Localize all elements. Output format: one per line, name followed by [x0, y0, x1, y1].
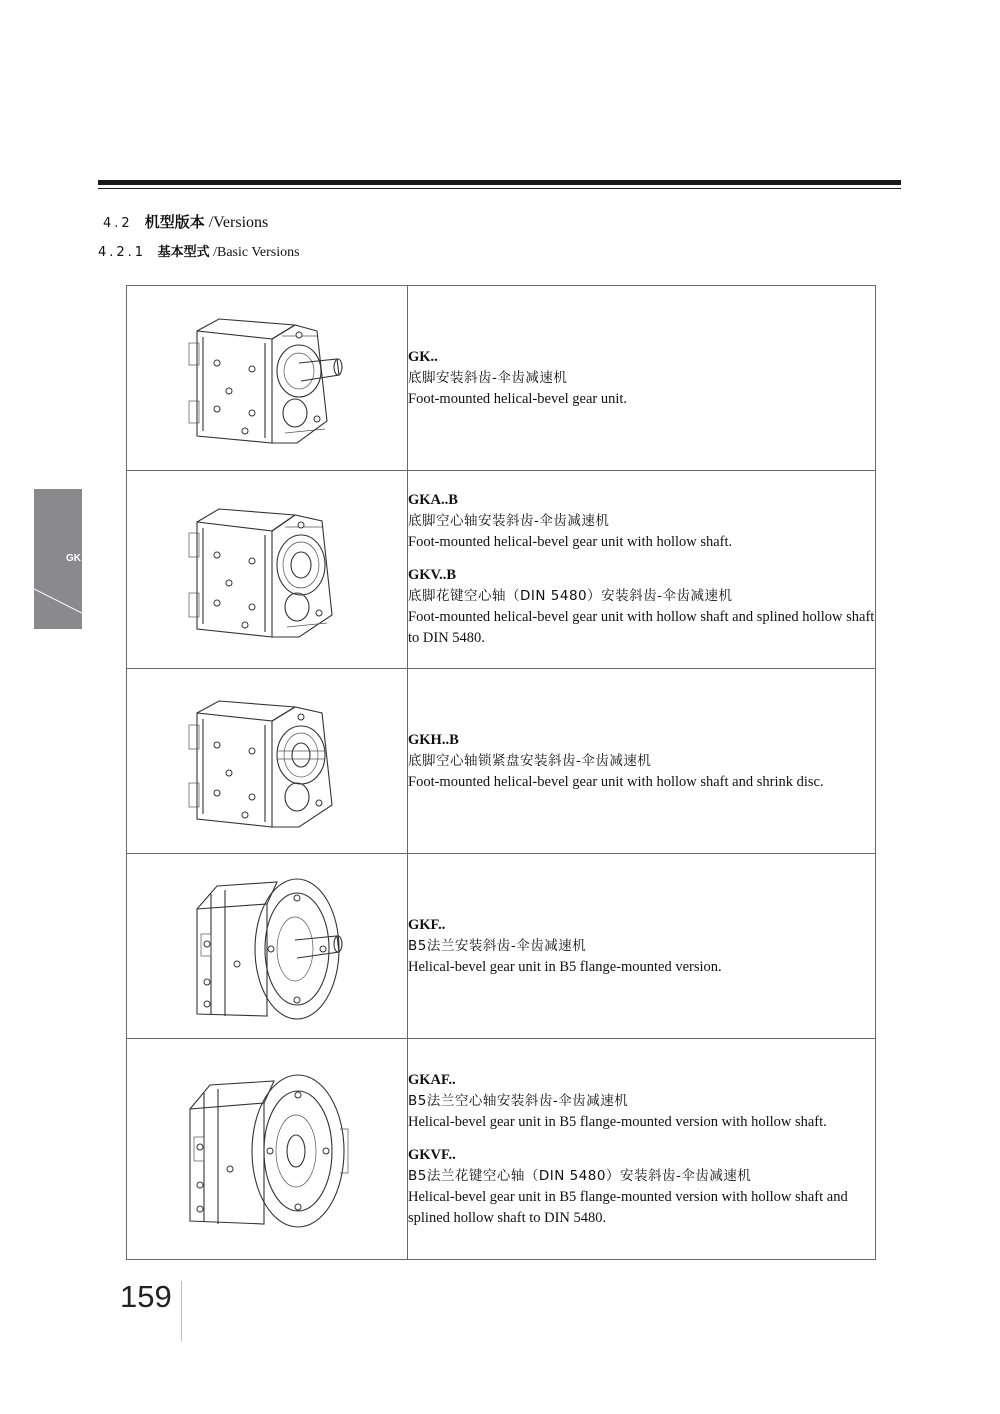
version-entry [408, 490, 875, 553]
flange-mounted-hollow-shaft-gearbox-drawing [172, 1059, 362, 1234]
description-cell [408, 669, 876, 854]
version-entry [408, 347, 875, 410]
description-zh: B5法兰安装斜齿-伞齿减速机 [408, 937, 587, 954]
model-code: GK.. [408, 348, 438, 365]
chapter-side-tab [34, 489, 82, 629]
table-row [127, 471, 876, 669]
version-entry [408, 915, 875, 978]
illustration-cell [127, 471, 408, 669]
section-title-zh: 机型版本 [144, 213, 205, 231]
section-title-en: /Versions [208, 214, 269, 231]
description-cell [408, 854, 876, 1039]
illustration-cell [127, 669, 408, 854]
foot-mounted-shrink-disc-gearbox-drawing [177, 681, 357, 836]
model-code: GKF.. [408, 916, 446, 933]
illustration-cell [127, 854, 408, 1039]
description-zh: 底脚空心轴锁紧盘安装斜齿-伞齿减速机 [408, 752, 652, 769]
description-en: Helical-bevel gear unit in B5 flange-mounted version. [408, 958, 722, 975]
section-number: 4.2 [103, 216, 133, 231]
side-tab-label: GK [66, 553, 81, 564]
page-number: 159 [120, 1279, 172, 1314]
version-entry [408, 565, 875, 649]
model-code: GKVF.. [408, 1146, 456, 1163]
description-zh: 底脚花键空心轴（DIN 5480）安装斜齿-伞齿减速机 [408, 588, 733, 604]
subsection-heading [98, 241, 300, 261]
foot-mounted-gearbox-drawing [177, 301, 357, 451]
table-row [127, 1039, 876, 1260]
description-en: Foot-mounted helical-bevel gear unit. [408, 390, 628, 407]
illustration-cell [127, 286, 408, 471]
description-zh: B5法兰空心轴安装斜齿-伞齿减速机 [408, 1092, 629, 1109]
page-number-divider [181, 1281, 182, 1341]
flange-mounted-gearbox-drawing [177, 864, 357, 1024]
description-cell [408, 286, 876, 471]
description-en: Foot-mounted helical-bevel gear unit with hollow shaft and splined hollow shaft to DIN 5480. [408, 609, 875, 646]
description-en: Helical-bevel gear unit in B5 flange-mounted version with hollow shaft and splined hollow shaft to DIN 5480. [408, 1188, 848, 1226]
table-row [127, 669, 876, 854]
description-en: Foot-mounted helical-bevel gear unit with hollow shaft and shrink disc. [408, 773, 824, 790]
subsection-title-zh: 基本型式 [157, 245, 210, 260]
illustration-cell [127, 1039, 408, 1260]
table-row [127, 286, 876, 471]
header-rule-thick [98, 180, 901, 185]
description-cell [408, 1039, 876, 1260]
model-code: GKH..B [408, 731, 459, 748]
description-cell [408, 471, 876, 669]
model-code: GKA..B [408, 492, 458, 508]
version-entry [408, 730, 875, 793]
header-rule-thin [98, 188, 901, 189]
versions-table [126, 285, 876, 1260]
description-zh: 底脚空心轴安装斜齿-伞齿减速机 [408, 513, 610, 529]
model-code: GKAF.. [408, 1071, 456, 1088]
description-en: Foot-mounted helical-bevel gear unit with hollow shaft. [408, 534, 733, 550]
version-entry [408, 1070, 875, 1133]
description-zh: B5法兰花键空心轴（DIN 5480）安装斜齿-伞齿减速机 [408, 1167, 752, 1184]
subsection-title-en: /Basic Versions [213, 245, 300, 260]
version-entry [408, 1145, 875, 1229]
model-code: GKV..B [408, 567, 457, 583]
table-row [127, 854, 876, 1039]
description-en: Helical-bevel gear unit in B5 flange-mounted version with hollow shaft. [408, 1113, 827, 1130]
section-heading [103, 211, 268, 232]
description-zh: 底脚安装斜齿-伞齿减速机 [408, 369, 568, 386]
foot-mounted-hollow-shaft-gearbox-drawing [177, 487, 357, 647]
subsection-number: 4.2.1 [98, 245, 147, 260]
